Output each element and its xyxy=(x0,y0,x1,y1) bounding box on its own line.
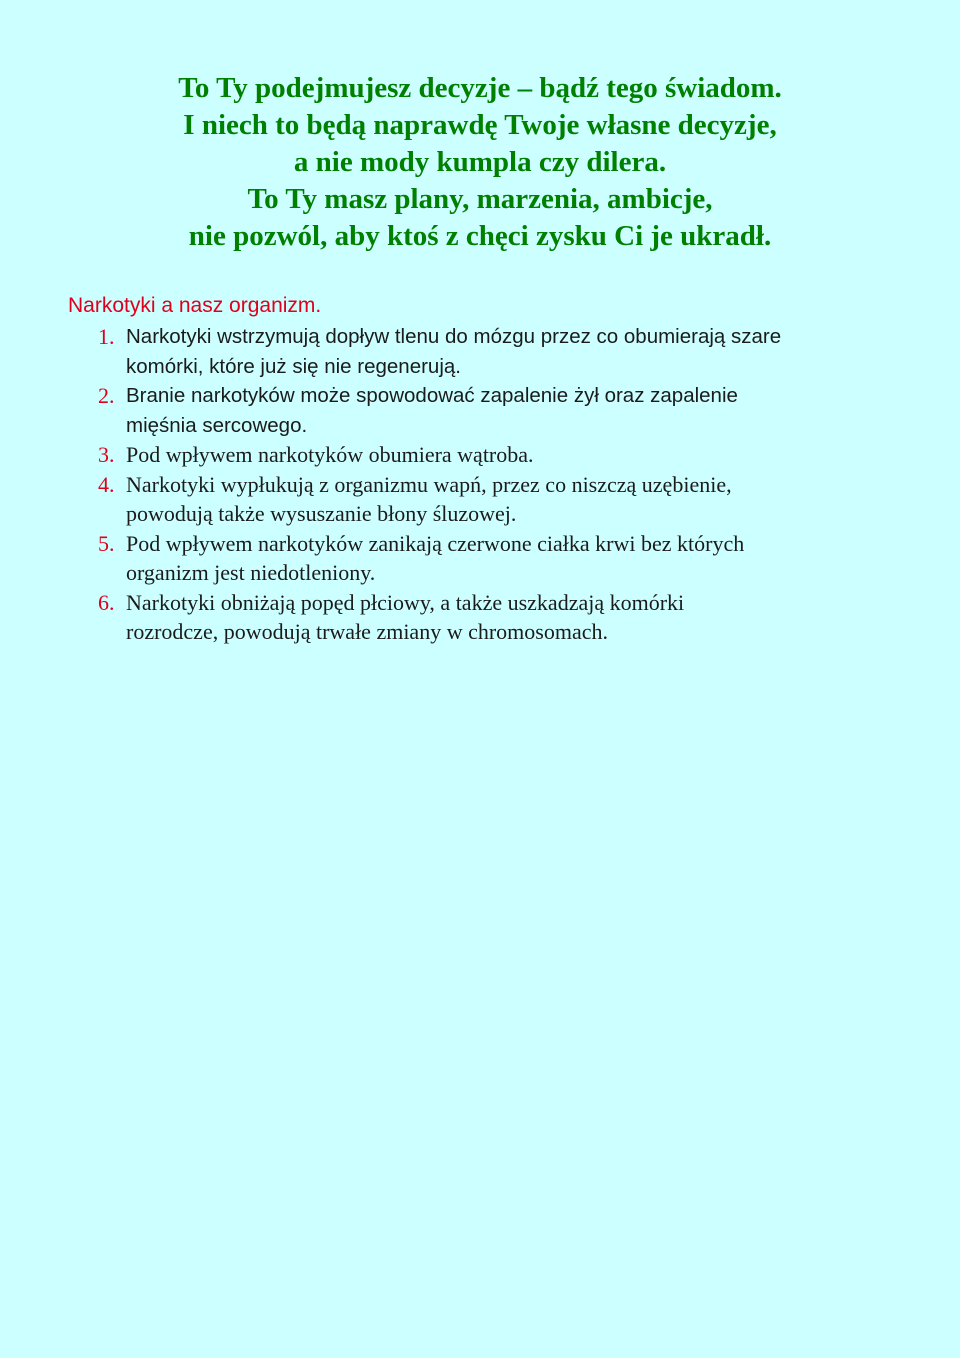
motto-line: To Ty podejmujesz decyzje – bądź tego świadom. xyxy=(178,72,782,104)
item-text-line: Pod wpływem narkotyków zanikają czerwone ciałka krwi bez których xyxy=(126,530,745,556)
item-text-line: mięśnia sercowego. xyxy=(126,413,308,437)
item-number: 6. xyxy=(98,589,115,615)
list-item xyxy=(68,440,898,470)
motto-line: nie pozwól, aby ktoś z chęci zysku Ci je ukradł. xyxy=(188,220,772,252)
list-item xyxy=(68,470,898,529)
list-item xyxy=(68,529,898,588)
list-item xyxy=(68,381,898,440)
motto-line: I niech to będą naprawdę Twoje własne decyzje, xyxy=(183,109,777,141)
item-text-line: Narkotyki obniżają popęd płciowy, a także uszkadzają komórki xyxy=(126,589,685,615)
section-title: Narkotyki a nasz organizm. xyxy=(68,294,322,317)
item-number: 4. xyxy=(98,471,115,497)
item-text-line: powodują także wysuszanie błony śluzowej. xyxy=(126,501,517,526)
facts-list xyxy=(68,322,898,647)
item-number: 3. xyxy=(98,442,115,467)
item-text-line: Branie narkotyków może spowodować zapalenie żył oraz zapalenie xyxy=(126,384,738,407)
item-text-line: organizm jest niedotleniony. xyxy=(126,560,376,585)
item-text-line: Narkotyki wypłukują z organizmu wapń, przez co niszczą uzębienie, xyxy=(126,471,732,497)
motto-line: a nie mody kumpla czy dilera. xyxy=(293,146,667,178)
item-number: 5. xyxy=(98,530,115,556)
item-text-line: Narkotyki wstrzymują dopływ tlenu do mózgu przez co obumierają szare xyxy=(126,325,782,348)
motto-line: To Ty masz plany, marzenia, ambicje, xyxy=(247,183,713,215)
item-number: 1. xyxy=(98,324,115,349)
item-text-line: rozrodcze, powodują trwałe zmiany w chromosomach. xyxy=(126,619,608,644)
item-text-line: komórki, które już się nie regenerują. xyxy=(126,354,461,378)
item-number: 2. xyxy=(98,383,115,408)
motto-block xyxy=(0,70,960,255)
list-item xyxy=(68,588,898,647)
item-text-line: Pod wpływem narkotyków obumiera wątroba. xyxy=(126,442,534,467)
list-item xyxy=(68,322,898,381)
